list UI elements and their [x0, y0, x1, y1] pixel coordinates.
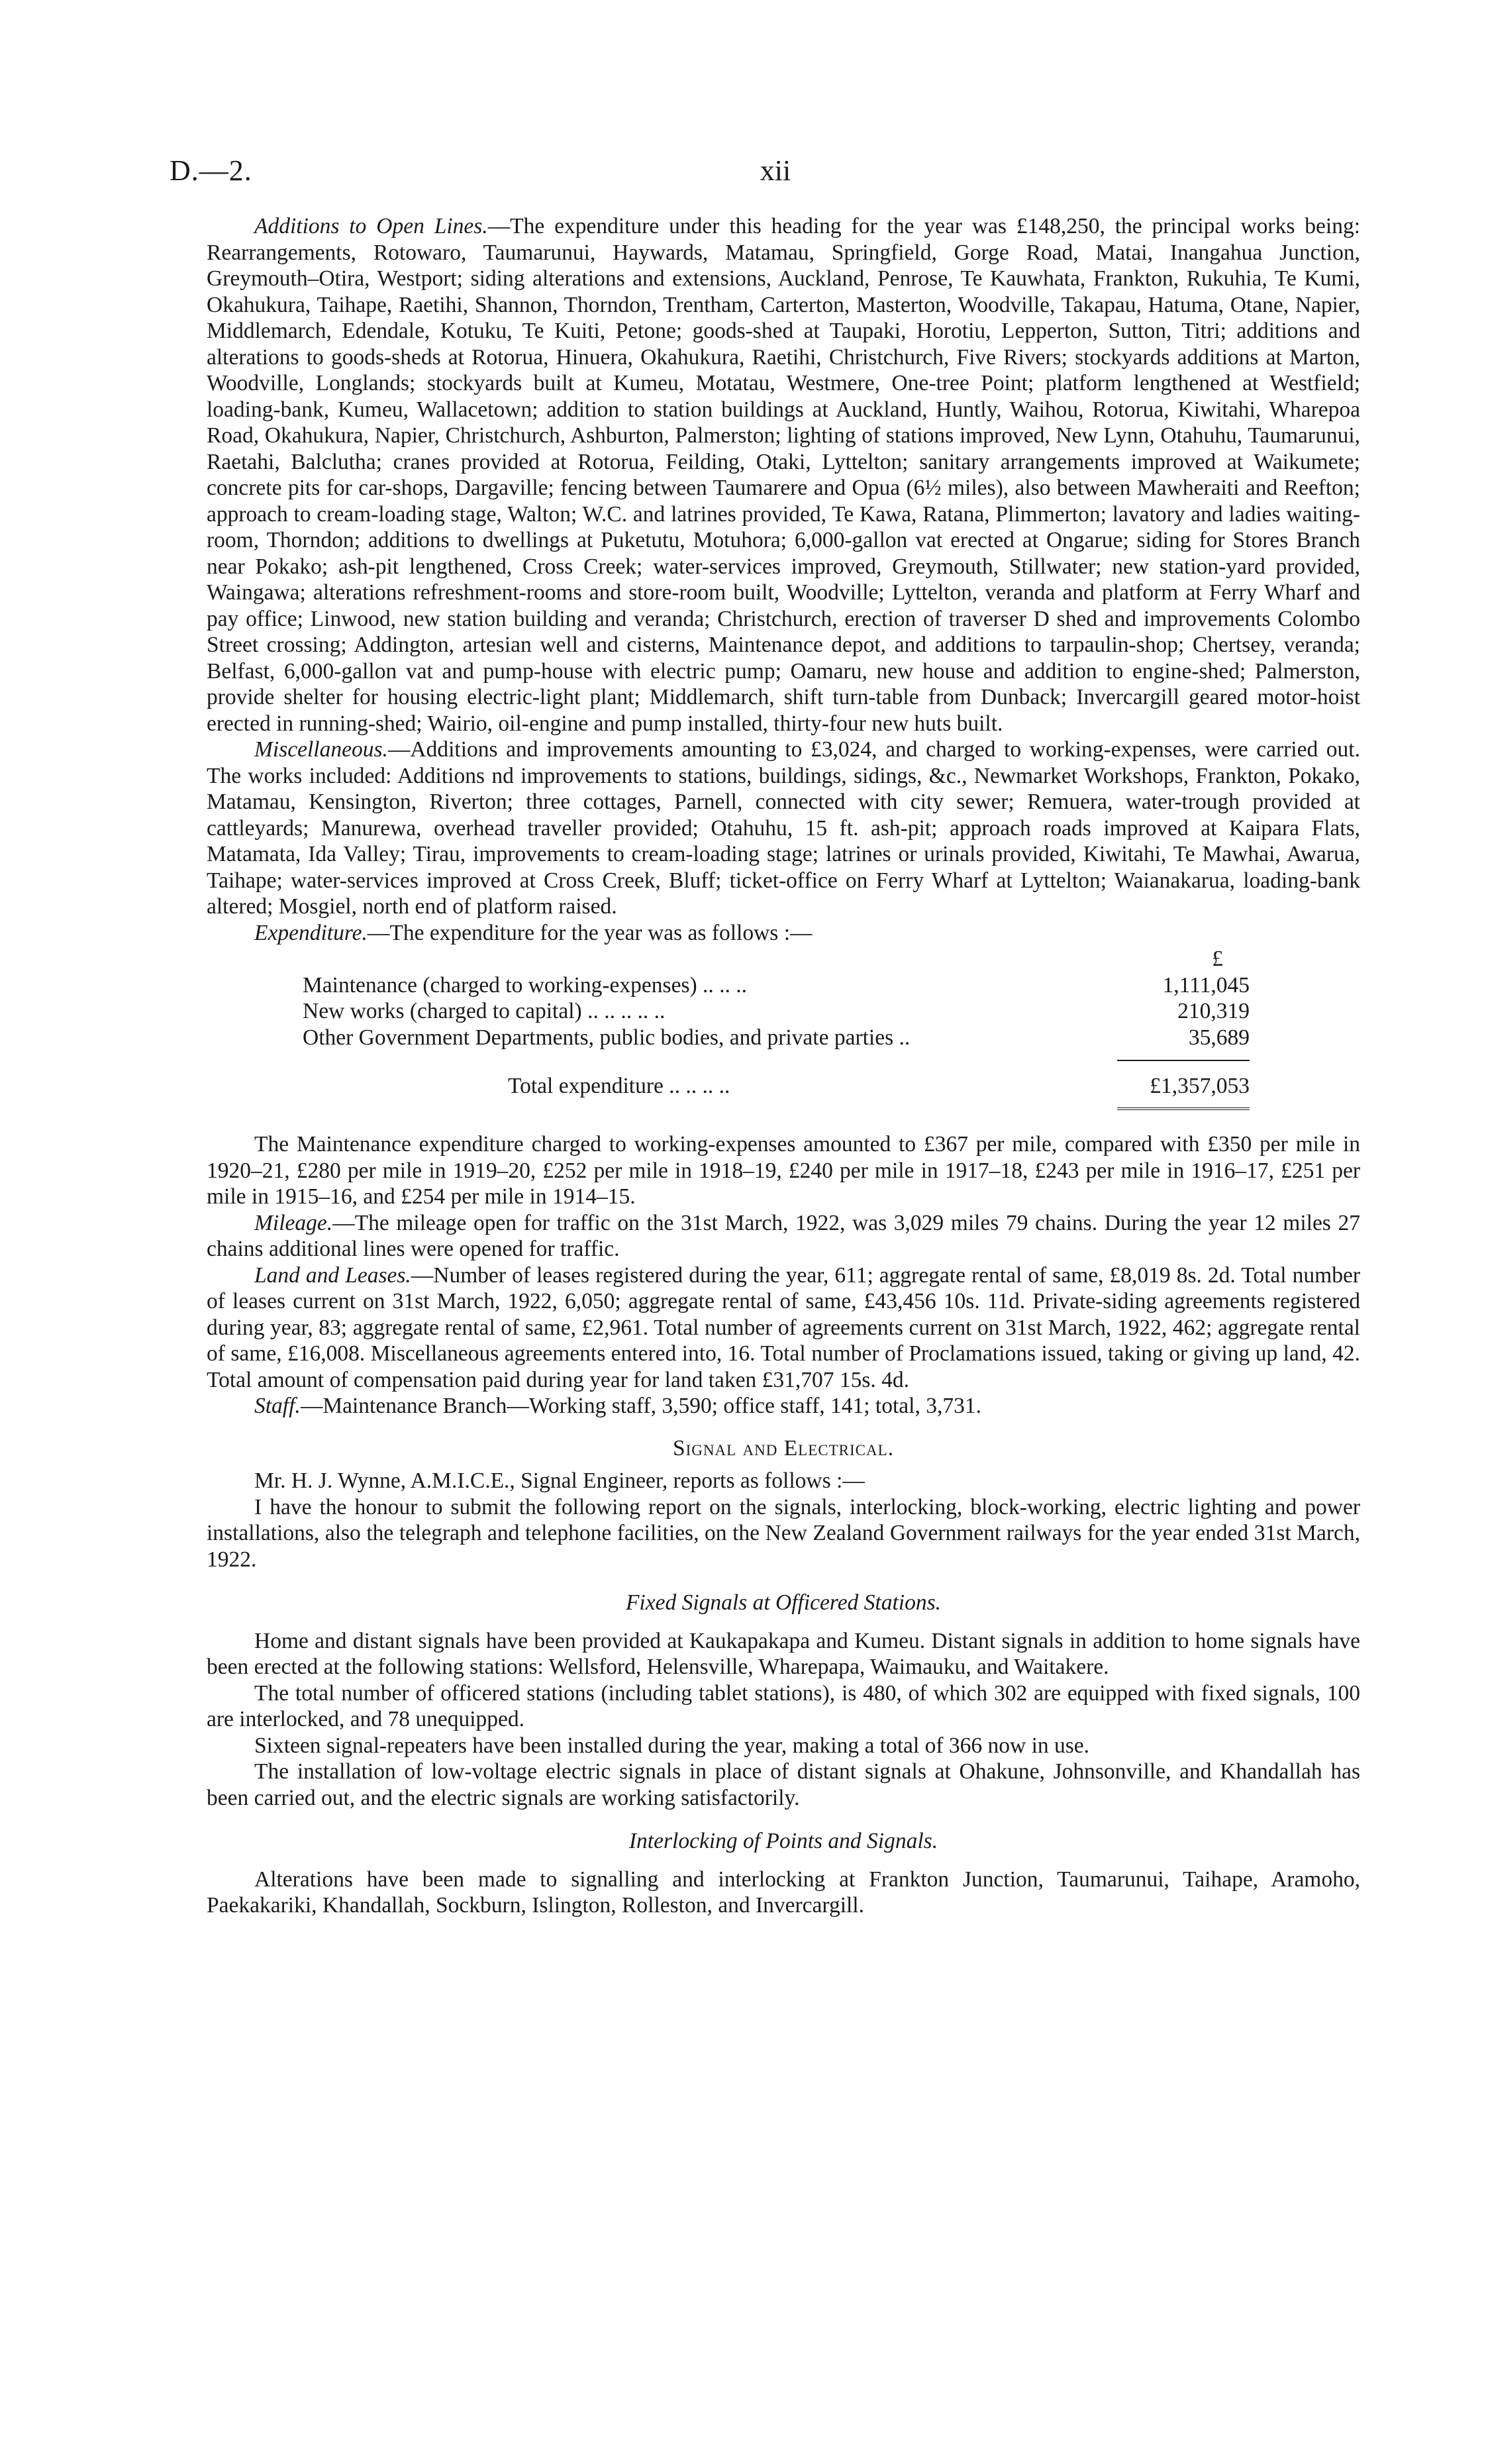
interlocking-heading: Interlocking of Points and Signals.: [628, 1829, 938, 1853]
spacer: [207, 1107, 1360, 1131]
staff-paragraph: [207, 1393, 1360, 1419]
total-label: Total expenditure .. .. .. ..: [508, 1074, 730, 1098]
page-number: xii: [760, 154, 791, 187]
expenditure-text: —The expenditure for the year was as follows :—: [367, 920, 813, 945]
total-value: £1,357,053: [1150, 1074, 1250, 1098]
expenditure-row: [303, 1025, 1250, 1051]
fixed-signals-paragraph: Home and distant signals have been provided at Kaukapakapa and Kumeu. Distant signals in addition to home signals have been erected at the following stations: Wellsford, Helensville, Wharepapa, Waimauku, and Waitakere.: [207, 1628, 1360, 1679]
fixed-signals-paragraph: The total number of officered stations (including tablet stations), is 480, of which 302 are equipped with fixed signals, 100 are interlocked, and 78 unequipped.: [207, 1680, 1360, 1731]
expenditure-row-label: Maintenance (charged to working-expenses) .. .. ..: [303, 972, 748, 998]
expenditure-lead: Expenditure.: [254, 920, 368, 945]
expenditure-row: [303, 972, 1250, 999]
staff-text: —Maintenance Branch—Working staff, 3,590; office staff, 141; total, 3,731.: [300, 1394, 981, 1418]
expenditure-row-value: 1,111,045: [1162, 972, 1250, 998]
fixed-signals-heading: Fixed Signals at Officered Stations.: [625, 1590, 942, 1615]
staff-lead: Staff.: [254, 1394, 301, 1418]
fixed-signals-paragraph: The installation of low-voltage electric signals in place of distant signals at Ohakune, Johnsonville, and Khandallah has been carried out, and the electric signals are working satisfactorily.: [207, 1759, 1360, 1810]
fixed-signals-paragraph: Sixteen signal-repeaters have been installed during the year, making a total of 366 now in use.: [254, 1733, 1090, 1758]
signal-intro: Mr. H. J. Wynne, A.M.I.C.E., Signal Engineer, reports as follows :—: [254, 1468, 865, 1493]
maintenance-paragraph: The Maintenance expenditure charged to working-expenses amounted to £367 per mile, compared with £350 per mile in 1920–21, £280 per mile in 1919–20, £252 per mile in 1918–19, £240 per mile in 1917–18, £243 per mile in 1916–17, £251 per mile in 1915–16, and £254 per mile in 1914–15.: [207, 1132, 1360, 1209]
additions-text: —The expenditure under this heading for the year was £148,250, the principal works being: Rearrangements, Rotowaro, Taumarunui, Haywards, Matamau, Springfield, Gorge Road, Matai, Inangahua Junction, Greymouth–Otira, Westport; siding alterations and extensions, Auckland, Penrose, Te Kauwhata, Frankton, Rukuhia, Te Kumi, Okahukura, Taihape, Raetihi, Shannon, Thorndon, Trentham, Carterton, Masterton, Woodville, Takapau, Hatuma, Otane, Napier, Middlemarch, Edendale, Kotuku, Te Kuiti, Petone; goods-shed at Taupaki, Horotiu, Lepperton, Sutton, Titri; additions and alterations to goods-sheds at Rotorua, Hinuera, Okahukura, Raetihi, Christchurch, Five Rivers; stockyards additions at Marton, Woodville, Longlands; stockyards built at Kumeu, Motatau, Westmere, One-tree Point; platform lengthened at Westfield; loading-bank, Kumeu, Wallacetown; addition to station buildings at Auckland, Huntly, Waihou, Rotorua, Kiwitahi, Wharepoa Road, Okahukura, Napier, Christchurch, Ashburton, Palmerston; lighting of stations improved, New Lynn, Otahuhu, Taumarunui, Raetahi, Balclutha; cranes provided at Rotorua, Feilding, Otaki, Lyttelton; sanitary arrangements improved at Waikumete; concrete pits for car-shops, Dargaville; fencing between Taumarere and Opua (6½ miles), also between Mawheraiti and Reefton; approach to cream-loading stage, Walton; W.C. and latrines provided, Te Kawa, Ratana, Plimmerton; lavatory and ladies waiting-room, Thorndon; additions to dwellings at Puketutu, Motuhora; 6,000-gallon vat erected at Ongarue; siding for Stores Branch near Pokako; ash-pit lengthened, Cross Creek; water-services improved, Greymouth, Stillwater; new station-yard provided, Waingawa; alterations refreshment-rooms and store-room built, Woodville; Lyttelton, veranda and platform at Ferry Wharf and pay office; Linwood, new station building and veranda; Christchurch, erection of traverser D shed and improvements Colombo Street crossing; Addington, artesian well and cisterns, Maintenance depot, and additions to tarpaulin-shop; Chertsey, veranda; Belfast, 6,000-gallon vat and pump-house with electric pump; Oamaru, new house and addition to engine-shed; Palmerston, provide shelter for housing electric-light plant; Middlemarch, shift turn-table from Dunback; Invercargill geared motor-hoist erected in running-shed; Wairio, oil-engine and pump installed, thirty-four new huts built.: [207, 214, 1360, 736]
mileage-text: —The mileage open for traffic on the 31st March, 1922, was 3,029 miles 79 chains. During the year 12 miles 27 chains additional lines were opened for traffic.: [207, 1210, 1360, 1261]
miscellaneous-lead: Miscellaneous.: [254, 737, 388, 762]
miscellaneous-text: —Additions and improvements amounting to £3,024, and charged to working-expenses, were carried out. The works included: Additions nd improvements to stations, buildings, sidings, &c., Newmarket Workshops, Frankton, Pokako, Matamau, Kensington, Riverton; three cottages, Parnell, connected with city sewer; Remuera, water-trough provided at cattleyards; Manurewa, overhead traveller provided; Otahuhu, 15 ft. ash-pit; approach roads improved at Kaipara Flats, Matamata, Ida Valley; Tirau, improvements to cream-loading stage; latrines or urinals provided, Kiwitahi, Te Mawhai, Awarua, Taihape; water-services improved at Cross Creek, Bluff; ticket-office on Ferry Wharf at Lyttelton; Waianakarua, loading-bank altered; Mosgiel, north end of platform raised.: [207, 737, 1360, 919]
miscellaneous-paragraph: [207, 737, 1360, 920]
document-reference: D.—2.: [170, 154, 252, 187]
expenditure-row-value: 35,689: [1188, 1025, 1250, 1050]
expenditure-paragraph: [207, 920, 1360, 947]
report-body: [207, 213, 1360, 1919]
mileage-lead: Mileage.: [254, 1210, 333, 1235]
land-paragraph: [207, 1262, 1360, 1394]
total-row: [303, 1073, 1250, 1107]
expenditure-row-label: Other Government Departments, public bodies, and private parties ..: [303, 1025, 911, 1050]
mileage-paragraph: [207, 1210, 1360, 1262]
expenditure-row-value: 210,319: [1177, 999, 1250, 1023]
additions-paragraph: [207, 213, 1360, 737]
signal-section-heading: Signal and Electrical.: [672, 1435, 895, 1461]
currency-symbol: £: [1212, 947, 1223, 971]
page-header: [170, 154, 1381, 193]
expenditure-row-label: New works (charged to capital) .. .. .. .. ..: [303, 999, 666, 1023]
interlocking-paragraph: Alterations have been made to signalling and interlocking at Frankton Junction, Taumarunui, Taihape, Aramoho, Paekakariki, Khandallah, Sockburn, Islington, Rolleston, and Invercargill.: [207, 1867, 1360, 1918]
expenditure-row: [303, 998, 1250, 1025]
total-double-rule: [1117, 1107, 1250, 1110]
land-lead: Land and Leases.: [254, 1262, 411, 1288]
land-text: —Number of leases registered during the year, 611; aggregate rental of same, £8,019 8s. 2d. Total number of leases current on 31st March, 1922, 6,050; aggregate rental of same, £43,456 10s. 11d. Private-siding agreements registered during year, 83; aggregate rental of same, £2,961. Total number of agreements current on 31st March, 1922, 462; aggregate rental of same, £16,008. Miscellaneous agreements entered into, 16. Total number of Proclamations issued, taking or giving up land, 42. Total amount of compensation paid during year for land taken £31,707 15s. 4d.: [207, 1262, 1360, 1392]
subtotal-rule: [1117, 1060, 1250, 1061]
signal-report: I have the honour to submit the following report on the signals, interlocking, block-working, electric lighting and power installations, also the telegraph and telephone facilities, on the New Zealand Government railways for the year ended 31st March, 1922.: [207, 1494, 1360, 1572]
expenditure-table: [303, 946, 1250, 1107]
currency-row: [303, 946, 1250, 972]
additions-lead: Additions to Open Lines.: [254, 214, 488, 238]
